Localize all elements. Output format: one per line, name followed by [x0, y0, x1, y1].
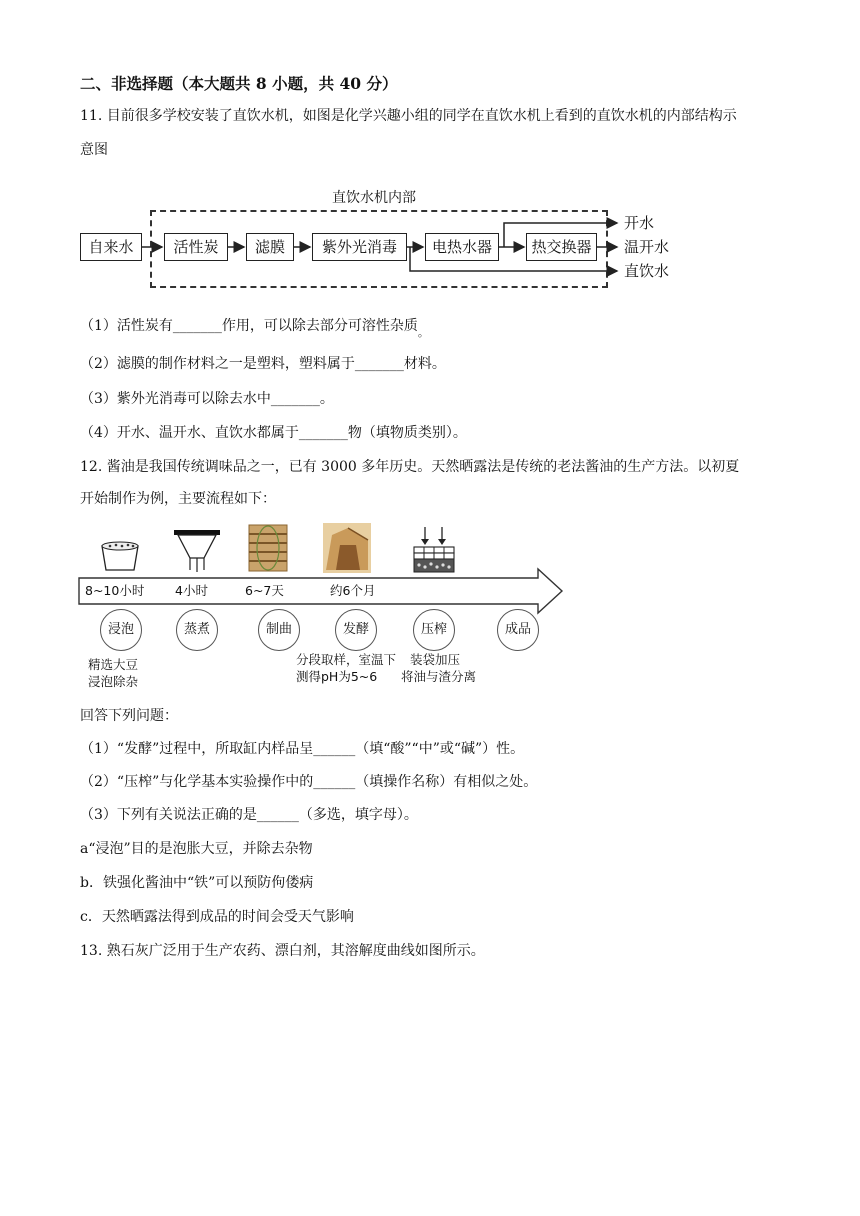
stage-steaming: 蒸煮	[176, 609, 218, 651]
q12-option-b: b．铁强化酱油中“铁”可以预防佝偻病	[80, 875, 314, 891]
stage-koji-making: 制曲	[258, 609, 300, 651]
step-box-activated-carbon: 活性炭	[164, 233, 228, 261]
stage-soaking: 浸泡	[100, 609, 142, 651]
duration-fermentation: 约6个月	[330, 583, 376, 598]
q11-sub2: （2）滤膜的制作材料之一是塑料，塑料属于_______材料。	[80, 356, 446, 372]
q12-stem-line2: 开始制作为例，主要流程如下：	[80, 491, 276, 507]
q11-sub3: （3）紫外光消毒可以除去水中_______。	[80, 391, 334, 407]
stage-pressing: 压榨	[413, 609, 455, 651]
q12-prompt: 回答下列问题：	[80, 708, 178, 724]
note-fermentation-line1: 分段取样，室温下	[296, 652, 397, 667]
q12-sub2: （2）“压榨”与化学基本实验操作中的______（填操作名称）有相似之处。	[80, 774, 538, 790]
q12-sub1: （1）“发酵”过程中，所取缸内样品呈______（填“酸”“中”或“碱”）性。	[80, 741, 525, 757]
note-soaking-line2: 浸泡除杂	[88, 674, 139, 689]
timeline-arrow	[79, 569, 562, 613]
duration-koji: 6~7天	[245, 583, 284, 598]
duration-steaming: 4小时	[175, 583, 208, 598]
q11-sub1-tail: 。	[417, 326, 429, 339]
soaking-basin-icon	[102, 542, 138, 570]
diagram-title: 直饮水机内部	[332, 190, 416, 206]
duration-soaking: 8~10小时	[85, 583, 145, 598]
output-direct-drinking-water: 直饮水	[624, 262, 670, 280]
q11-sub1-text: （1）活性炭有_______作用，可以除去部分可溶性杂质	[80, 318, 418, 334]
q11-sub4: （4）开水、温开水、直饮水都属于_______物（填物质类别）。	[80, 425, 467, 441]
stage-fermentation: 发酵	[335, 609, 377, 651]
output-warm-water: 温开水	[624, 238, 670, 256]
stage-product: 成品	[497, 609, 539, 651]
note-fermentation-line2: 测得pH为5~6	[296, 669, 378, 684]
step-box-electric-heater: 电热水器	[425, 233, 499, 261]
q12-sub3: （3）下列有关说法正确的是______（多选，填字母）。	[80, 807, 418, 823]
steamer-icon	[174, 530, 220, 572]
koji-trays-icon	[249, 525, 287, 571]
step-box-uv-disinfection: 紫外光消毒	[312, 233, 407, 261]
q12-option-a: a“浸泡”目的是泡胀大豆，并除去杂物	[80, 841, 313, 857]
output-boiling-water: 开水	[624, 214, 655, 232]
q12-stem-line1: 12. 酱油是我国传统调味品之一，已有 3000 多年历史。天然晒露法是传统的老法酱油的生产方法。以初夏	[80, 459, 740, 475]
press-icon	[414, 527, 454, 572]
note-soaking-line1: 精选大豆	[88, 657, 139, 672]
q12-option-c: c．天然晒露法得到成品的时间会受天气影响	[80, 909, 354, 925]
q11-stem-line2: 意图	[80, 142, 108, 158]
note-pressing-line2: 将油与渣分离	[401, 669, 477, 684]
step-box-heat-exchanger: 热交换器	[526, 233, 597, 261]
q13-stem: 13. 熟石灰广泛用于生产农药、漂白剂，其溶解度曲线如图所示。	[80, 943, 485, 959]
q11-stem-line1: 11. 目前很多学校安装了直饮水机，如图是化学兴趣小组的同学在直饮水机上看到的直饮水机的内部结构示	[80, 108, 737, 124]
step-box-filter-membrane: 滤膜	[246, 233, 294, 261]
fermentation-vat-icon	[323, 523, 371, 573]
section-heading: 二、非选择题（本大题共 8 小题，共 40 分）	[80, 74, 398, 93]
source-box-tap-water: 自来水	[80, 233, 142, 261]
note-pressing-line1: 装袋加压	[410, 652, 461, 667]
